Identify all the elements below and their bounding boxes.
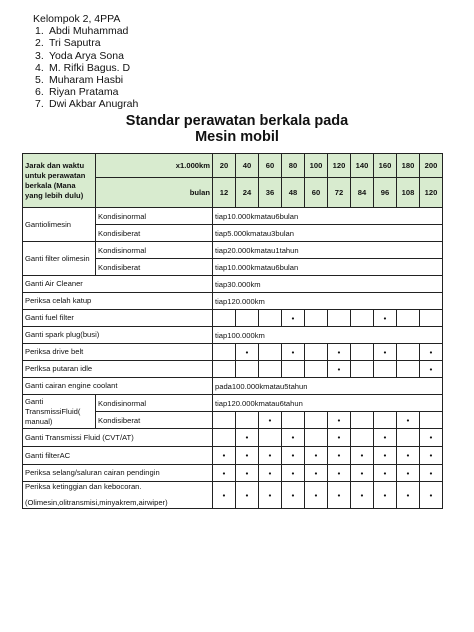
interval-mark: • [305, 447, 328, 465]
interval-mark: • [282, 429, 305, 447]
table-row [23, 395, 443, 412]
interval-mark [282, 412, 305, 429]
interval-mark: • [328, 412, 351, 429]
interval-mark: • [420, 465, 443, 482]
item-name [23, 310, 213, 327]
item-name-text: Ganti spark plug(busi) [25, 330, 100, 339]
document-title-line2: Mesin mobil [195, 129, 279, 145]
interval-mark: • [328, 465, 351, 482]
month-value: 120 [420, 178, 443, 208]
interval-mark: • [282, 344, 305, 361]
condition-label: Kondisinormal [96, 242, 213, 259]
interval-mark [305, 344, 328, 361]
condition-label: Kondisiberat [96, 225, 213, 242]
km-value: 20 [213, 154, 236, 178]
member-list [33, 25, 138, 110]
interval-mark: • [420, 429, 443, 447]
condition-label: Kondisiberat [96, 412, 213, 429]
interval-mark [259, 429, 282, 447]
interval-text: tiap10.000kmatau6bulan [213, 259, 443, 276]
item-name [23, 327, 213, 344]
interval-text: tiap100.000km [213, 327, 443, 344]
interval-mark: • [259, 482, 282, 509]
item-name [23, 482, 213, 509]
item-name: Ganti TransmissiFluid( manual) [23, 395, 96, 429]
month-value: 72 [328, 178, 351, 208]
interval-mark [397, 429, 420, 447]
interval-mark [259, 361, 282, 378]
interval-mark: • [236, 465, 259, 482]
interval-mark: • [328, 344, 351, 361]
maintenance-schedule-table [22, 153, 443, 509]
interval-mark [374, 361, 397, 378]
interval-mark [236, 412, 259, 429]
interval-mark [213, 344, 236, 361]
interval-mark [351, 412, 374, 429]
interval-mark: • [420, 344, 443, 361]
item-name-text: Periksa celah katup [25, 296, 92, 305]
month-value: 48 [282, 178, 305, 208]
interval-mark: • [397, 412, 420, 429]
member-number: 2. [35, 37, 44, 50]
interval-mark: • [420, 361, 443, 378]
condition-label: Kondisinormal [96, 208, 213, 225]
item-name-text: Periksa drive belt [25, 347, 84, 356]
month-value: 12 [213, 178, 236, 208]
interval-mark [420, 412, 443, 429]
interval-mark [397, 361, 420, 378]
member-item [33, 37, 138, 49]
interval-mark [305, 361, 328, 378]
interval-mark [259, 344, 282, 361]
item-name [23, 293, 213, 310]
interval-mark [259, 310, 282, 327]
interval-mark: • [328, 482, 351, 509]
table-row [23, 447, 443, 465]
month-value: 36 [259, 178, 282, 208]
item-name: Gantiolimesin [23, 208, 96, 242]
item-name-text: Ganti fuel filter [25, 313, 74, 322]
document-title-line1: Standar perawatan berkala pada [125, 113, 349, 129]
interval-mark: • [397, 482, 420, 509]
item-name-detail: (Olimesin,olitransmisi,minyakrem,airwiper) [25, 498, 168, 507]
interval-mark: • [213, 482, 236, 509]
interval-mark: • [351, 482, 374, 509]
km-unit-label: x1.000km [96, 154, 213, 178]
item-name-text: Periksa selang/saluran cairan pendingin [25, 468, 160, 477]
table-row [23, 482, 443, 509]
interval-mark [305, 429, 328, 447]
member-item [33, 98, 138, 110]
interval-mark: • [236, 447, 259, 465]
member-item [33, 86, 138, 98]
interval-mark: • [374, 465, 397, 482]
interval-mark: • [282, 447, 305, 465]
interval-mark: • [374, 310, 397, 327]
interval-mark: • [374, 429, 397, 447]
member-number: 6. [35, 86, 44, 99]
interval-mark: • [397, 447, 420, 465]
group-title: Kelompok 2, 4PPA [33, 13, 121, 25]
table-row [23, 378, 443, 395]
interval-text: tiap120.000km [213, 293, 443, 310]
member-number: 7. [35, 98, 44, 111]
member-item [33, 50, 138, 62]
km-value: 40 [236, 154, 259, 178]
interval-mark [420, 310, 443, 327]
table-row [23, 276, 443, 293]
table-row [23, 429, 443, 447]
interval-mark: • [420, 447, 443, 465]
interval-mark [213, 429, 236, 447]
item-name-text: Ganti Air Cleaner [25, 279, 83, 288]
interval-text: tiap5.000kmatau3bulan [213, 225, 443, 242]
interval-mark: • [374, 344, 397, 361]
interval-mark [351, 344, 374, 361]
interval-mark [213, 310, 236, 327]
table-row [23, 361, 443, 378]
member-name: Riyan Pratama [49, 86, 119, 99]
item-name-text: Periksa ketinggian dan kebocoran. [25, 482, 142, 491]
member-name: Yoda Arya Sona [49, 49, 124, 62]
month-unit-label: bulan [96, 178, 213, 208]
interval-mark: • [259, 412, 282, 429]
interval-mark: • [236, 482, 259, 509]
interval-mark: • [282, 465, 305, 482]
interval-mark [328, 310, 351, 327]
interval-mark [305, 310, 328, 327]
member-item [33, 74, 138, 86]
interval-mark [213, 412, 236, 429]
member-name: Muharam Hasbi [49, 74, 124, 87]
km-value: 120 [328, 154, 351, 178]
interval-mark [236, 310, 259, 327]
condition-label: Kondisinormal [96, 395, 213, 412]
member-item [33, 62, 138, 74]
header-row-km [23, 154, 443, 178]
item-name [23, 378, 213, 395]
interval-mark: • [282, 310, 305, 327]
table-row [23, 327, 443, 344]
item-name [23, 465, 213, 482]
interval-mark [397, 344, 420, 361]
table-row [23, 310, 443, 327]
group-info [33, 13, 138, 111]
month-value: 60 [305, 178, 328, 208]
item-name-text: Ganti cairan engine coolant [25, 381, 118, 390]
item-name-text: Ganti Transmissi Fluid (CVT/AT) [25, 432, 134, 442]
item-name [23, 447, 213, 465]
interval-mark: • [374, 447, 397, 465]
interval-mark [397, 310, 420, 327]
km-value: 60 [259, 154, 282, 178]
km-value: 180 [397, 154, 420, 178]
item-name [23, 429, 213, 447]
interval-mark: • [282, 482, 305, 509]
interval-mark: • [397, 465, 420, 482]
header-label: Jarak dan waktu untuk perawatan berkala (Mana yang lebih dulu) [23, 154, 96, 208]
interval-mark: • [351, 465, 374, 482]
item-name [23, 344, 213, 361]
month-value: 24 [236, 178, 259, 208]
item-name-text: Ganti filterAC [25, 450, 71, 460]
interval-mark [374, 412, 397, 429]
member-number: 1. [35, 25, 44, 38]
interval-mark: • [351, 447, 374, 465]
interval-mark: • [213, 465, 236, 482]
interval-text: pada100.000kmatau5tahun [213, 378, 443, 395]
interval-mark: • [259, 465, 282, 482]
interval-text: tiap20.000kmatau1tahun [213, 242, 443, 259]
interval-mark: • [236, 429, 259, 447]
month-value: 84 [351, 178, 374, 208]
member-name: Abdi Muhammad [49, 25, 129, 38]
interval-mark: • [374, 482, 397, 509]
interval-mark: • [259, 447, 282, 465]
interval-mark: • [305, 465, 328, 482]
item-name: Ganti filter olimesin [23, 242, 96, 276]
interval-text: tiap30.000km [213, 276, 443, 293]
km-value: 100 [305, 154, 328, 178]
member-name: Tri Saputra [49, 37, 101, 50]
interval-mark [351, 429, 374, 447]
interval-mark [236, 361, 259, 378]
table-row [23, 344, 443, 361]
interval-mark: • [213, 447, 236, 465]
member-number: 5. [35, 74, 44, 87]
table-row [23, 242, 443, 259]
month-value: 108 [397, 178, 420, 208]
table-row [23, 208, 443, 225]
member-number: 4. [35, 61, 44, 74]
interval-mark: • [328, 361, 351, 378]
interval-mark [282, 361, 305, 378]
km-value: 80 [282, 154, 305, 178]
item-name [23, 361, 213, 378]
km-value: 160 [374, 154, 397, 178]
interval-mark: • [305, 482, 328, 509]
km-value: 200 [420, 154, 443, 178]
interval-mark [305, 412, 328, 429]
member-item [33, 25, 138, 37]
member-number: 3. [35, 49, 44, 62]
interval-mark: • [420, 482, 443, 509]
interval-mark: • [236, 344, 259, 361]
km-value: 140 [351, 154, 374, 178]
interval-mark [213, 361, 236, 378]
month-value: 96 [374, 178, 397, 208]
table-row [23, 465, 443, 482]
condition-label: Kondisiberat [96, 259, 213, 276]
member-name: M. Rifki Bagus. D [49, 61, 131, 74]
interval-mark [351, 361, 374, 378]
interval-mark: • [328, 447, 351, 465]
member-name: Dwi Akbar Anugrah [49, 98, 139, 111]
interval-text: tiap120.000kmatau6tahun [213, 395, 443, 412]
item-name [23, 276, 213, 293]
interval-mark [351, 310, 374, 327]
table-row [23, 293, 443, 310]
interval-mark: • [328, 429, 351, 447]
item-name-text: Perlksa putaran idle [25, 364, 93, 373]
interval-text: tiap10.000kmatau6bulan [213, 208, 443, 225]
